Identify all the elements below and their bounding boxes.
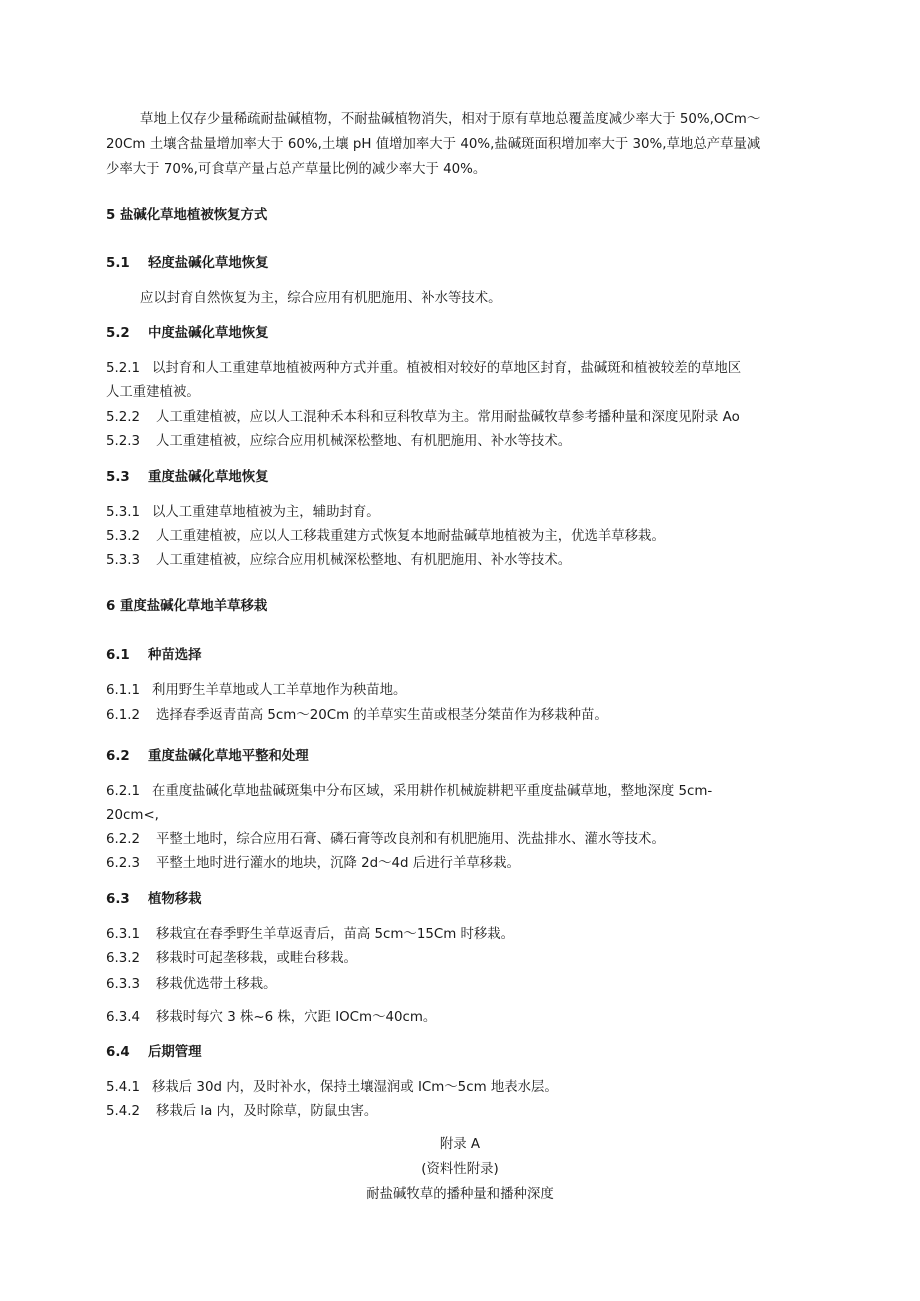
clause-text: 移栽时可起垄移栽，或畦台移栽。 bbox=[156, 951, 357, 966]
section-title: 植物移栽 bbox=[148, 892, 202, 907]
clause-text: 以封育和人工重建草地植被两种方式并重。植被相对较好的草地区封育，盐碱斑和植被较差的草地区 bbox=[152, 361, 742, 376]
clause-number: 5.2.1 bbox=[106, 361, 141, 376]
section-6-3-heading bbox=[106, 891, 202, 909]
clause-number: 6.3.3 bbox=[106, 977, 141, 992]
clause-number: 5.2.2 bbox=[106, 410, 141, 425]
clause-number: 6.2.2 bbox=[106, 832, 141, 847]
intro-line-1: 草地上仅存少量稀疏耐盐碱植物，不耐盐碱植物消失，相对于原有草地总覆盖度减少率大于 50%,OCm～ bbox=[140, 112, 761, 127]
clause-6-3-3 bbox=[106, 976, 277, 994]
clause-6-2-1 bbox=[106, 783, 712, 801]
clause-text: 人工重建植被，应以人工混种禾本科和豆科牧草为主。常用耐盐碱牧草参考播种量和深度见附录 Ao bbox=[156, 410, 740, 425]
clause-5-3-2 bbox=[106, 528, 665, 546]
section-6-heading: 6 重度盐碱化草地羊草移栽 bbox=[106, 599, 268, 614]
clause-text: 在重度盐碱化草地盐碱斑集中分布区域，采用耕作机械旋耕耙平重度盐碱草地，整地深度 5cm- bbox=[152, 784, 713, 799]
section-number: 5.3 bbox=[106, 470, 130, 485]
clause-number: 6.3.1 bbox=[106, 927, 141, 942]
section-5-1-text: 应以封育自然恢复为主，综合应用有机肥施用、补水等技术。 bbox=[140, 291, 502, 306]
section-number: 6.2 bbox=[106, 749, 130, 764]
clause-number: 5.2.3 bbox=[106, 434, 141, 449]
clause-6-2-1-cont: 20cm<, bbox=[106, 808, 159, 823]
clause-number: 6.3.4 bbox=[106, 1010, 141, 1025]
section-number: 5.1 bbox=[106, 256, 130, 271]
clause-6-1-2 bbox=[106, 707, 608, 725]
intro-line-3: 少率大于 70%,可食草产量占总产草量比例的减少率大于 40%。 bbox=[106, 162, 487, 177]
section-title: 中度盐碱化草地恢复 bbox=[148, 326, 269, 341]
clause-6-3-2 bbox=[106, 950, 357, 968]
section-title: 种苗选择 bbox=[148, 648, 202, 663]
clause-5-2-2 bbox=[106, 409, 740, 427]
clause-number: 6.2.1 bbox=[106, 784, 141, 799]
clause-text: 移栽优选带土移栽。 bbox=[156, 977, 277, 992]
clause-6-1-1 bbox=[106, 682, 406, 700]
appendix-caption: 耐盐碱牧草的播种量和播种深度 bbox=[366, 1187, 554, 1202]
section-title: 轻度盐碱化草地恢复 bbox=[148, 256, 269, 271]
clause-number: 5.3.3 bbox=[106, 553, 141, 568]
clause-text: 移栽宜在春季野生羊草返青后，苗高 5cm～15Cm 时移栽。 bbox=[156, 927, 515, 942]
clause-text: 平整土地时，综合应用石膏、磷石膏等改良剂和有机肥施用、洗盐排水、灌水等技术。 bbox=[156, 832, 665, 847]
clause-text: 移栽后 la 内，及时除草，防鼠虫害。 bbox=[156, 1104, 378, 1119]
clause-text: 选择春季返青苗高 5cm～20Cm 的羊草实生苗或根茎分桀苗作为移栽种苗。 bbox=[156, 708, 608, 723]
appendix-subtitle: (资料性附录) bbox=[421, 1162, 499, 1177]
section-6-2-heading bbox=[106, 748, 309, 766]
appendix-title: 附录 A bbox=[439, 1137, 481, 1152]
clause-text: 人工重建植被，应以人工移栽重建方式恢复本地耐盐碱草地植被为主，优选羊草移栽。 bbox=[156, 529, 665, 544]
clause-text: 以人工重建草地植被为主，辅助封育。 bbox=[152, 505, 380, 520]
section-number: 6.1 bbox=[106, 648, 130, 663]
section-5-3-heading bbox=[106, 469, 269, 487]
clause-number: 6.1.2 bbox=[106, 708, 141, 723]
clause-5-3-1 bbox=[106, 504, 380, 522]
clause-number: 5.3.2 bbox=[106, 529, 141, 544]
clause-text: 移栽后 30d 内，及时补水，保持土壤湿润或 ICm～5cm 地表水层。 bbox=[152, 1080, 558, 1095]
section-number: 6.4 bbox=[106, 1045, 130, 1060]
section-5-1-heading bbox=[106, 255, 269, 273]
section-number: 6.3 bbox=[106, 892, 130, 907]
section-5-heading: 5 盐碱化草地植被恢复方式 bbox=[106, 208, 268, 223]
clause-5-2-1-cont: 人工重建植被。 bbox=[106, 385, 200, 400]
clause-6-3-1 bbox=[106, 926, 514, 944]
section-title: 重度盐碱化草地恢复 bbox=[148, 470, 269, 485]
clause-text: 利用野生羊草地或人工羊草地作为秧苗地。 bbox=[152, 683, 407, 698]
clause-5-2-3 bbox=[106, 433, 571, 451]
clause-6-3-4 bbox=[106, 1009, 436, 1027]
section-title: 重度盐碱化草地平整和处理 bbox=[148, 749, 309, 764]
clause-number: 6.2.3 bbox=[106, 856, 141, 871]
section-6-4-heading bbox=[106, 1044, 202, 1062]
clause-text: 人工重建植被，应综合应用机械深松整地、有机肥施用、补水等技术。 bbox=[156, 434, 572, 449]
clause-number: 5.4.1 bbox=[106, 1080, 141, 1095]
clause-5-4-1 bbox=[106, 1079, 558, 1097]
section-title: 后期管理 bbox=[148, 1045, 202, 1060]
clause-6-2-2 bbox=[106, 831, 665, 849]
section-5-2-heading bbox=[106, 325, 269, 343]
clause-5-3-3 bbox=[106, 552, 571, 570]
clause-5-4-2 bbox=[106, 1103, 377, 1121]
clause-5-2-1 bbox=[106, 360, 741, 378]
clause-text: 人工重建植被，应综合应用机械深松整地、有机肥施用、补水等技术。 bbox=[156, 553, 572, 568]
clause-text: 移栽时每穴 3 株~6 株，穴距 IOCm～40cm。 bbox=[156, 1010, 437, 1025]
section-6-1-heading bbox=[106, 647, 202, 665]
clause-number: 5.4.2 bbox=[106, 1104, 141, 1119]
clause-number: 5.3.1 bbox=[106, 505, 141, 520]
clause-number: 6.1.1 bbox=[106, 683, 141, 698]
section-number: 5.2 bbox=[106, 326, 130, 341]
intro-line-2: 20Cm 土壤含盐量增加率大于 60%,土壤 pH 值增加率大于 40%,盐碱斑面积增加率大于 30%,草地总产草量减 bbox=[106, 137, 761, 152]
clause-number: 6.3.2 bbox=[106, 951, 141, 966]
clause-6-2-3 bbox=[106, 855, 520, 873]
clause-text: 平整土地时进行灌水的地块，沉降 2d～4d 后进行羊草移栽。 bbox=[156, 856, 520, 871]
